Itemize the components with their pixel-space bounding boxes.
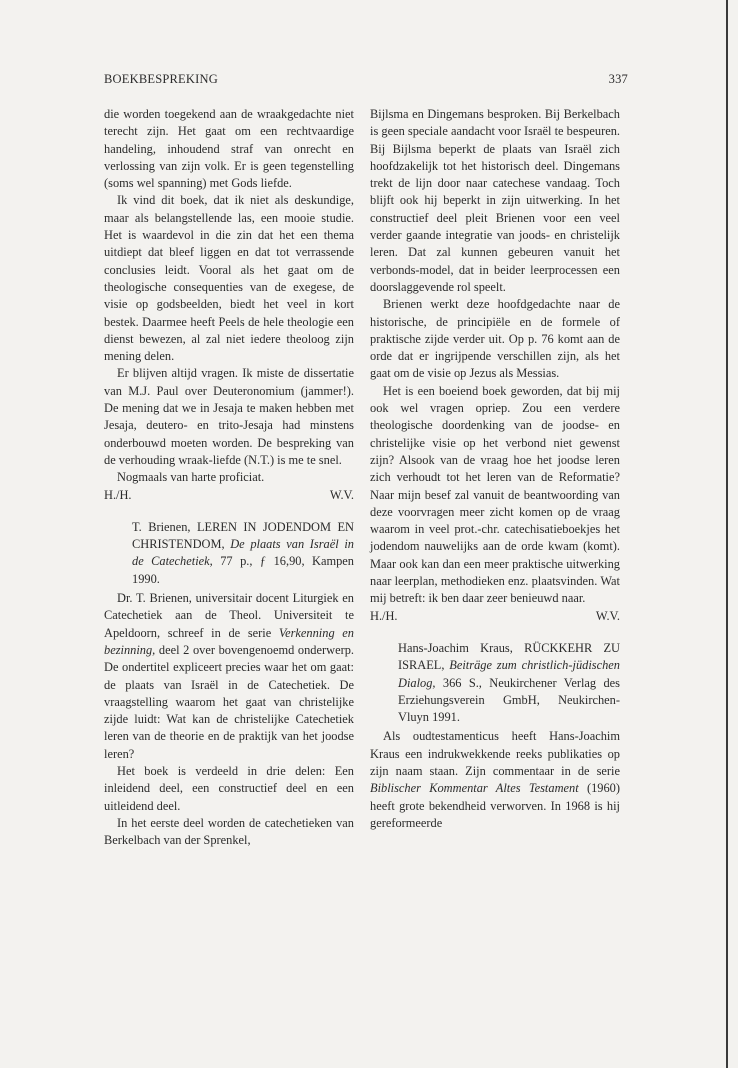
book-reference bbox=[370, 640, 620, 726]
paragraph: Ik vind dit boek, dat ik niet als deskundige, maar als belangstellende las, een mooie studie. Het is waardevol in die zin dat het een thema uitdiept dat bleef liggen en dat tot verrassende conclusies leidt. Vooral als het gaat om de theologische consequenties van de exegese, de visie op godsbeelden, biedt het veel in kort bestek. Daarmee heeft Peels de hele theologie een dienst bewezen, al zal niet iedere theoloog zijn mening delen. bbox=[104, 193, 354, 364]
paragraph-text: Als oudtestamenticus heeft Hans-Joachim Kraus een indrukwekkende reeks publikaties op zijn naam staan. Zijn commentaar in de serie bbox=[370, 729, 620, 778]
paragraph: Brienen werkt deze hoofdgedachte naar de historische, de principiële en de formele of praktische zijde verder uit. Op p. 76 komt aan de orde dat er ingrijpende verschillen zijn, als het gaat om de visie op Jezus als Messias. bbox=[370, 297, 620, 381]
running-title: BOEKBESPREKING bbox=[104, 72, 218, 86]
paragraph: Bijlsma en Dingemans besproken. Bij Berkelbach is geen speciale aandacht voor Israël te bespeuren. Bij Bijlsma beperkt de plaats van Israël zich hoofdzakelijk tot het historisch deel. Dingemans trekt de lijn door naar catechese vandaag. Toch blijft ook hij beperkt in zijn uitwerking. In het constructief deel pleit Brienen voor een veel verder gaande integratie van joods- en christelijk leren. Dat zal kunnen gebeuren vanuit het verbonds-model, dat in beider leerprocessen een doorslaggevende rol speelt. bbox=[370, 107, 620, 294]
paragraph: In het eerste deel worden de catechetieken van Berkelbach van der Sprenkel, bbox=[104, 815, 354, 848]
paragraph: Nogmaals van harte proficiat. bbox=[117, 470, 265, 485]
series-title: Verkenning en bezinning, bbox=[104, 625, 355, 657]
book-reference bbox=[104, 519, 354, 588]
review-signature bbox=[370, 608, 620, 625]
series-title: Biblischer Kommentar Altes Testament bbox=[370, 781, 579, 796]
paragraph: Er blijven altijd vragen. Ik miste de dissertatie van M.J. Paul over Deuteronomium (jammer!). De mening dat we in Jesaja te maken hebben met Jesaja, deutero- en trito-Jesaja had minstens onderbouwd moeten worden. De bespreking van de verhouding wraak-liefde (N.T.) is me te snel. bbox=[104, 366, 354, 467]
book-subtitle: Beiträge zum christlich-jüdischen Dialog, bbox=[398, 658, 620, 690]
signature-reviewer: W.V. bbox=[595, 608, 620, 623]
signature-initials: H./H. bbox=[104, 487, 132, 502]
right-column bbox=[370, 106, 620, 832]
signature-reviewer: W.V. bbox=[329, 487, 354, 502]
book-subtitle: De plaats van Israël in de Catechetiek, bbox=[132, 537, 354, 569]
paragraph: Het is een boeiend boek geworden, dat bij mij ook wel vragen opriep. Zou een verdere theologische doordenking van de joodse- en christelijke visie op het verbond niet gewenst zijn? Alsook van de vraag hoe het joodse leren zich verhoudt tot het leren van de Reformatie? Naar mijn besef zal vanuit de beantwoording van deze voorvragen meer zicht komen op de vraag waarom in veel prot.-chr. catechisatieboekjes het jodendom nauwelijks aan de orde kwam (komt). Maar ook kan dan een meer praktische uitwerking naar leerplan, methodieken enz. plaatsvinden. Wat mij betreft: ik ben daar zeer benieuwd naar. bbox=[370, 383, 620, 606]
book-reference-text: T. Brienen, LEREN IN JODENDOM EN CHRISTENDOM, bbox=[132, 519, 354, 552]
paragraph: Het boek is verdeeld in drie delen: Een inleidend deel, een constructief deel en een uitleidend deel. bbox=[104, 763, 354, 813]
paragraph-text: (1960) heeft grote bekendheid verworven. In 1968 is hij gereformeerde bbox=[370, 781, 620, 830]
paragraph-text: deel 2 over bovengenoemd onderwerp. De ondertitel expliceert precies waar het om gaat: de plaats van Israël in de Catechetiek. De vraagstelling waarom het gaat van christelijke zijde luidt: Wat kan de christelijke Catechetiek leren van de theorie en de praktijk van het joodse leren? bbox=[104, 642, 354, 761]
paragraph bbox=[104, 590, 354, 763]
book-reference-text: Hans-Joachim Kraus, RÜCKKEHR ZU ISRAEL, bbox=[398, 640, 620, 673]
page-edge-rule bbox=[726, 0, 728, 1068]
signature-initials: H./H. bbox=[370, 608, 398, 623]
book-reference-details: 366 S., Neukirchener Verlag des Erziehungsverein GmbH, Neukirchen-Vluyn 1991. bbox=[398, 675, 620, 725]
review-signature bbox=[104, 487, 354, 504]
book-reference-details: 77 p., ƒ 16,90, Kampen 1990. bbox=[132, 554, 355, 586]
paragraph: die worden toegekend aan de wraakgedachte niet terecht zijn. Het gaat om een rechtvaardige handeling, inhoudend straf van onrecht en verlossing van zijn volk. Er is geen tegenstelling (soms wel spanning) met Gods liefde. bbox=[104, 107, 354, 191]
paragraph bbox=[370, 728, 620, 832]
page-number: 337 bbox=[608, 72, 628, 86]
left-column bbox=[104, 106, 354, 849]
paragraph-text: Dr. T. Brienen, universitair docent Liturgiek en Catechetiek aan de Theol. Universiteit te Apeldoorn, schreef in de serie bbox=[104, 591, 354, 640]
